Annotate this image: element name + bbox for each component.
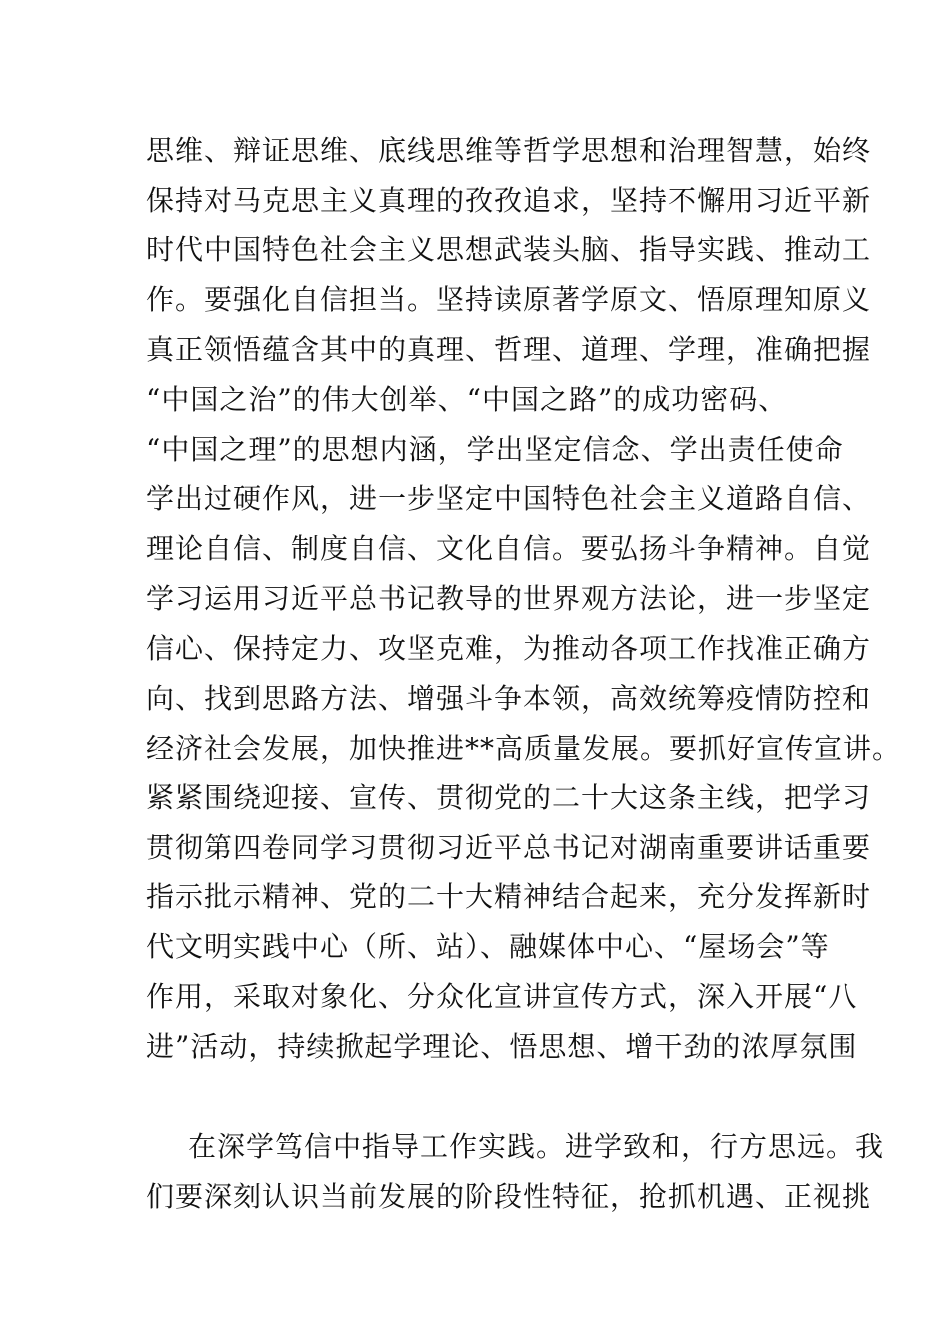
text-line: 在深学笃信中指导工作实践。进学致和，行方思远。我 (188, 1130, 885, 1163)
text-line: 紧紧围绕迎接、宣传、贯彻党的二十大这条主线，把学习 (146, 781, 872, 814)
text-line: 时代中国特色社会主义思想武装头脑、指导实践、推动工 (146, 233, 872, 266)
text-line: 进”活动，持续掀起学理论、悟思想、增干劲的浓厚氛围 (146, 1030, 858, 1063)
text-line: 作用，采取对象化、分众化宣讲宣传方式，深入开展“八 (146, 980, 858, 1013)
text-line: 贯彻第四卷同学习贯彻习近平总书记对湖南重要讲话重要 (146, 831, 872, 864)
text-line: 学出过硬作风，进一步坚定中国特色社会主义道路自信、 (146, 482, 872, 515)
text-line: “中国之治”的伟大创举、“中国之路”的成功密码、 (146, 383, 788, 416)
text-line: 作。要强化自信担当。坚持读原著学原文、悟原理知原义 (146, 283, 872, 316)
text-line: “中国之理”的思想内涵，学出坚定信念、学出责任使命 (146, 433, 844, 466)
text-line: 学习运用习近平总书记教导的世界观方法论，进一步坚定 (146, 582, 872, 615)
text-line: 理论自信、制度自信、文化自信。要弘扬斗争精神。自觉 (146, 532, 872, 565)
text-line: 经济社会发展，加快推进**高质量发展。要抓好宣传宣讲。 (146, 732, 902, 765)
text-line: 保持对马克思主义真理的孜孜追求，坚持不懈用习近平新 (146, 184, 872, 217)
text-line: 信心、保持定力、攻坚克难，为推动各项工作找准正确方 (146, 632, 872, 665)
text-line: 思维、辩证思维、底线思维等哲学思想和治理智慧，始终 (146, 134, 872, 167)
text-line: 指示批示精神、党的二十大精神结合起来，充分发挥新时 (146, 880, 872, 913)
text-line: 真正领悟蕴含其中的真理、哲理、道理、学理，准确把握 (146, 333, 872, 366)
text-line: 代文明实践中心（所、站）、融媒体中心、“屋场会”等 (146, 930, 830, 963)
text-line: 们要深刻认识当前发展的阶段性特征，抢抓机遇、正视挑 (146, 1180, 872, 1213)
text-line: 向、找到思路方法、增强斗争本领，高效统筹疫情防控和 (146, 682, 872, 715)
